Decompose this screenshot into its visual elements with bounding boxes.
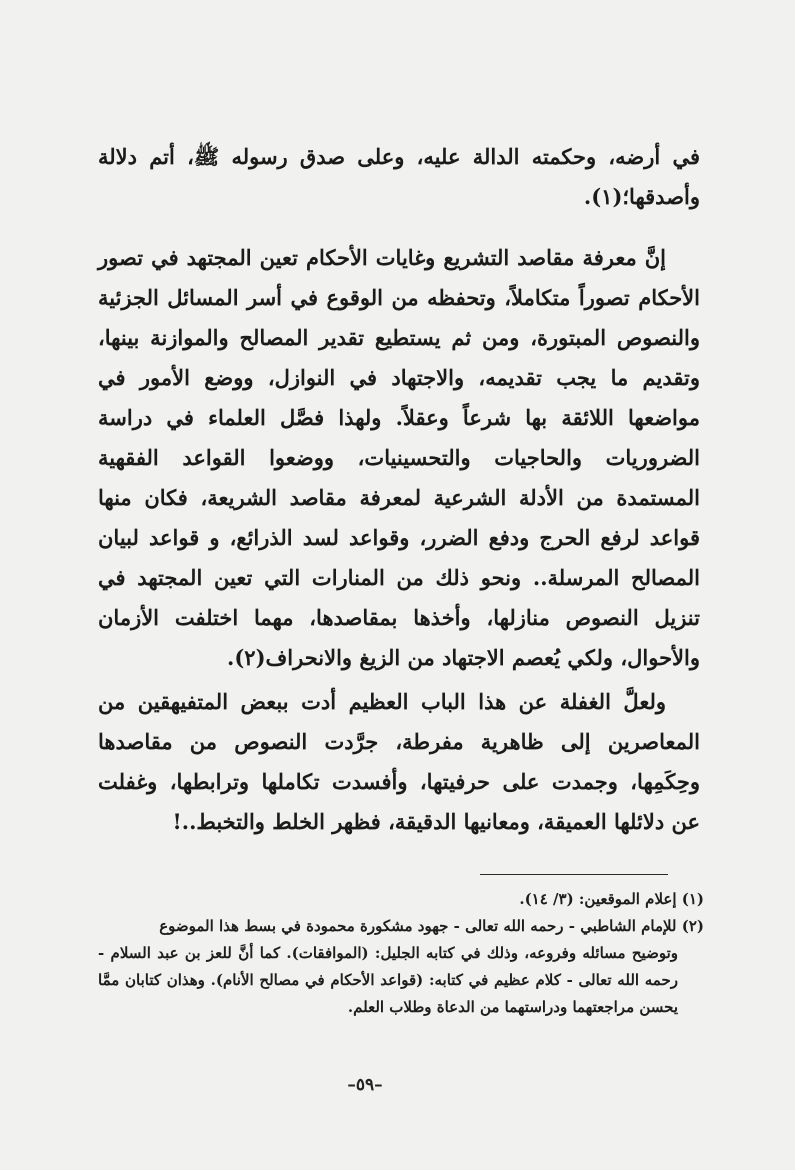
footnote-2: (٢) للإمام الشاطبي - رحمه الله تعالى - جهود مشكورة محمودة في بسط هذا الموضوع xyxy=(159,917,704,935)
paragraph-block-2 xyxy=(98,238,700,678)
paragraph-1: في أرضه، وحكمته الدالة عليه، وعلى صدق رسوله ﷺ، أتم دلالة وأصدقها؛(١). xyxy=(98,144,700,209)
footnotes xyxy=(98,886,704,1021)
paragraph-continuation xyxy=(98,137,700,217)
paragraph-block-3 xyxy=(98,682,700,842)
paragraph-3: ولعلَّ الغفلة عن هذا الباب العظيم أدت ببعض المتفيهقين من المعاصرين إلى ظاهرية مفرطة، جرَّدت النصوص من مقاصدها وحِكَمِها، وجمدت على حرفيتها، وأفسدت تكاملها وترابطها، وغفلت عن دلائلها العميقة، ومعانيها الدقيقة، فظهر الخلط والتخبط..! xyxy=(98,689,700,834)
footnote-divider xyxy=(480,874,668,875)
paragraph-2: إنَّ معرفة مقاصد التشريع وغايات الأحكام تعين المجتهد في تصور الأحكام تصوراً متكاملاً، وتحفظه من الوقوع في أسر المسائل الجزئية والنصوص المبتورة، ومن ثم يستطيع تقدير المصالح والموازنة بينها، وتقديم ما يجب تقديمه، والاجتهاد في النوازل، ووضع الأمور في مواضعها اللائقة بها شرعاً وعقلاً. ولهذا فصَّل العلماء في دراسة الضروريات والحاجيات والتحسينيات، ووضعوا القواعد الفقهية المستمدة من الأدلة الشرعية لمعرفة مقاصد الشريعة، فكان منها قواعد لرفع الحرج ودفع الضرر، وقواعد لسد الذرائع، و قواعد لبيان المصالح المرسلة.. ونحو ذلك من المنارات التي تعين المجتهد في تنزيل النصوص منازلها، وأخذها بمقاصدها، مهما اختلفت الأزمان والأحوال، ولكي يُعصم الاجتهاد من الزيغ والانحراف(٢). xyxy=(98,245,700,670)
page-number: –٥٩– xyxy=(347,1075,383,1095)
footnote-2-continuation: وتوضيح مسائله وفروعه، وذلك في كتابه الجليل: (الموافقات). كما أنَّ للعز بن عبد السلام - رحمه الله تعالى - كلام عظيم في كتابه: (قواعد الأحكام في مصالح الأنام). وهذان كتابان ممَّا يحسن مراجعتهما ودراستهما من الدعاة وطلاب العلم. xyxy=(98,944,678,1016)
footnote-1: (١) إعلام الموقعين: (٣/ ١٤). xyxy=(519,890,704,908)
